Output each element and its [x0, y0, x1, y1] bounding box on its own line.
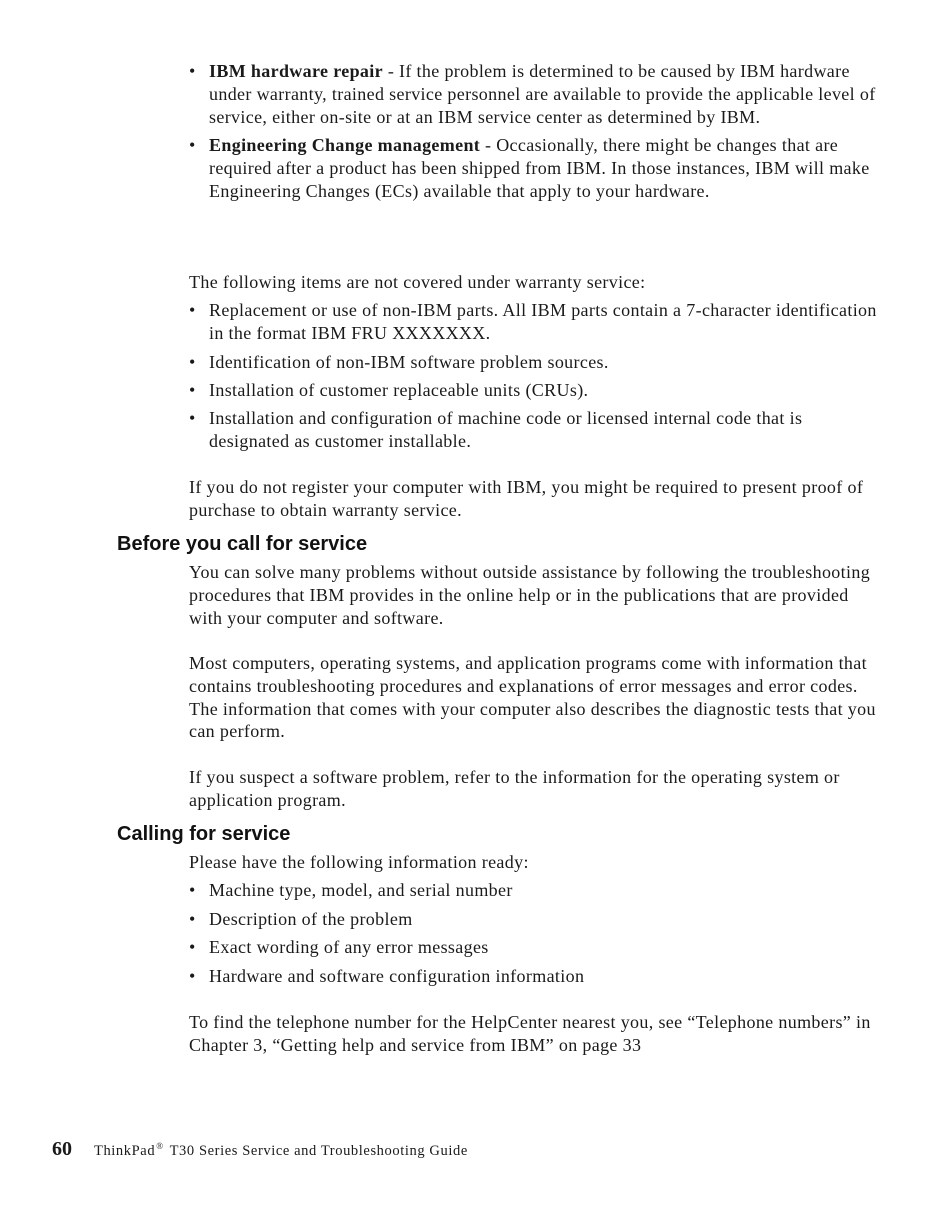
bullet-term: IBM hardware repair — [209, 61, 383, 81]
before-call-paragraph: You can solve many problems without outside assistance by following the troubleshooting procedures that IBM provides in the online help or in the publications that are provided with your computer and software. — [189, 562, 871, 628]
list-item — [189, 134, 879, 202]
bullet-text: - Occasionally, there might be changes that are required after a product has been shipped from IBM. In those instances, IBM will make Engineering Changes (ECs) available that apply to your hardware. — [209, 134, 870, 201]
list-item: • Installation of customer replaceable units (CRUs). — [189, 379, 879, 402]
before-call-para-3-block — [189, 766, 879, 812]
calling-list — [189, 879, 879, 987]
list-item: • Hardware and software configuration information — [189, 965, 879, 988]
calling-closing-block — [189, 1011, 879, 1057]
section-heading-calling: Calling for service — [117, 823, 291, 845]
list-item: • Replacement or use of non-IBM parts. All IBM parts contain a 7-character identification in the format IBM FRU XXXXXXX. — [189, 299, 879, 345]
service-types-list — [189, 60, 879, 202]
register-note-block — [189, 476, 879, 522]
list-item: • Machine type, model, and serial number — [189, 879, 879, 902]
register-note: If you do not register your computer with IBM, you might be required to present proof of purchase to obtain warranty service. — [189, 477, 864, 520]
section-heading-before-call: Before you call for service — [117, 533, 368, 555]
page-footer — [52, 1138, 468, 1166]
list-item — [189, 60, 879, 128]
list-item: • Identification of non-IBM software problem sources. — [189, 351, 879, 374]
bullet-text: - If the problem is determined to be caused by IBM hardware under warranty, trained service personnel are available to provide the applicable level of service, either on-site or at an IBM service center as determined by IBM. — [209, 61, 876, 127]
list-item: • Description of the problem — [189, 908, 879, 931]
page-number: 60 — [52, 1138, 72, 1160]
list-item: • Exact wording of any error messages — [189, 936, 879, 959]
calling-closing: To find the telephone number for the HelpCenter nearest you, see “Telephone numbers” in Chapter 3, “Getting help and service from IBM” on page 33 — [189, 1012, 871, 1055]
footer-title — [94, 1141, 468, 1160]
before-call-paragraph: Most computers, operating systems, and application programs come with information that contains troubleshooting procedures and explanations of error messages and error codes. The information that comes with your computer also describes the diagnostic tests that you can perform. — [189, 653, 876, 742]
list-item: • Installation and configuration of machine code or licensed internal code that is designated as customer installable. — [189, 407, 879, 453]
service-types-block — [189, 60, 879, 202]
calling-intro: Please have the following information ready: — [189, 852, 529, 872]
footer-brand: ThinkPad — [94, 1143, 156, 1159]
calling-block — [189, 851, 879, 987]
bullet-term: Engineering Change management — [209, 134, 481, 155]
before-call-para-1-block — [189, 561, 879, 629]
not-covered-block — [189, 271, 879, 453]
registered-mark: ® — [156, 1141, 164, 1151]
not-covered-intro: The following items are not covered under warranty service: — [189, 272, 646, 292]
before-call-paragraph: If you suspect a software problem, refer to the information for the operating system or application program. — [189, 767, 840, 810]
not-covered-list — [189, 299, 879, 453]
footer-title-rest: T30 Series Service and Troubleshooting Guide — [165, 1143, 468, 1159]
before-call-para-2-block — [189, 652, 879, 743]
